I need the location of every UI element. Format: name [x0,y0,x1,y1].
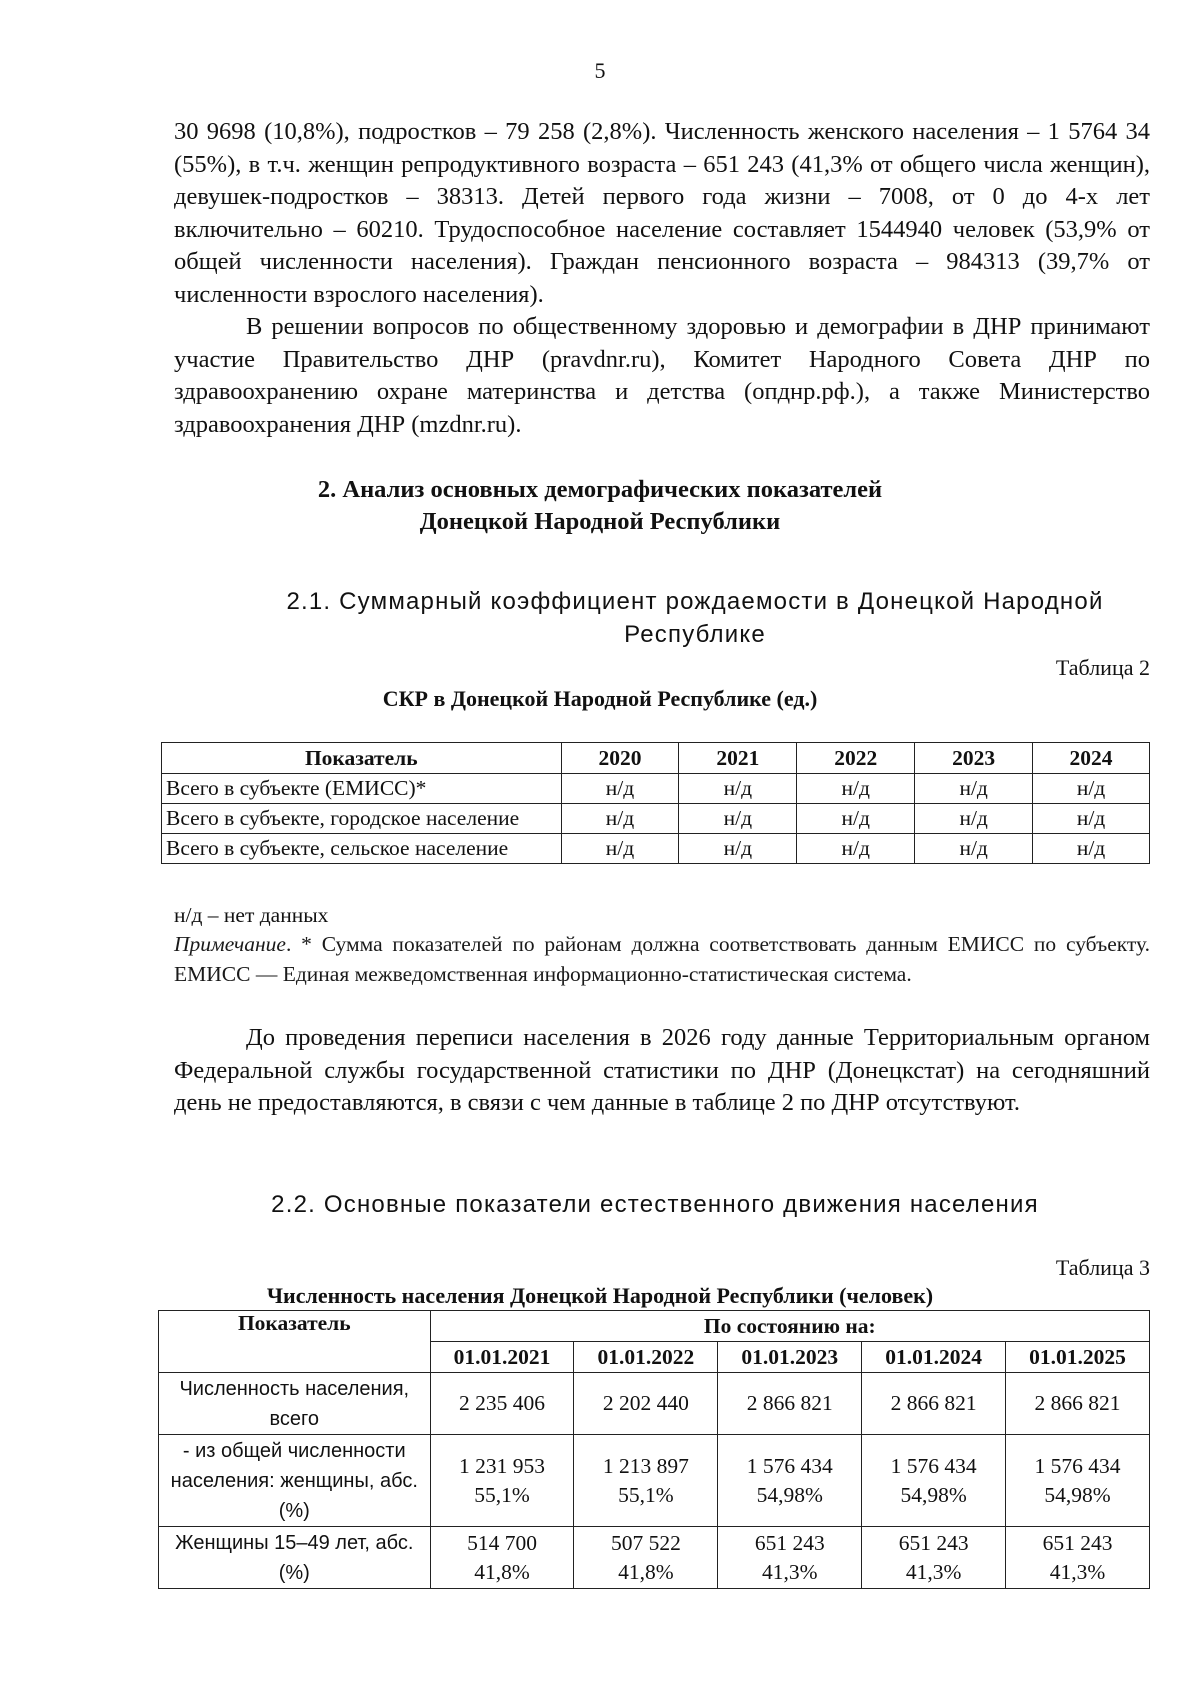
header-cell: 2020 [561,743,679,774]
row-label: Всего в субъекте (ЕМИСС)* [162,774,562,804]
table-cell: н/д [797,804,915,834]
table-header-row [162,743,1150,774]
table-cell: н/д [679,774,797,804]
cell-percent: 55,1% [618,1482,674,1507]
header-cell-date: 01.01.2021 [430,1342,574,1373]
table-row [159,1435,1150,1527]
header-cell: 2022 [797,743,915,774]
cell-value: 1 213 897 [602,1453,689,1478]
cell-value: 651 243 [898,1530,969,1555]
table-3 [158,1310,1150,1589]
header-cell-date: 01.01.2025 [1006,1342,1150,1373]
header-cell: 2023 [915,743,1033,774]
cell-value: 651 243 [754,1530,825,1555]
table-cell: 2 866 821 [718,1373,862,1435]
header-cell-date: 01.01.2022 [574,1342,718,1373]
table-3-caption: Численность населения Донецкой Народной Республики (человек) [266,1283,934,1308]
header-cell-date: 01.01.2023 [718,1342,862,1373]
cell-value: 1 576 434 [1034,1453,1121,1478]
cell-value: 1 576 434 [890,1453,977,1478]
table-cell: н/д [797,774,915,804]
table-2-legend: н/д – нет данных [174,903,329,927]
table-cell [574,1527,718,1589]
table-cell: 2 866 821 [1006,1373,1150,1435]
table-cell: н/д [915,834,1033,864]
cell-percent: 54,98% [1044,1482,1111,1507]
table-2-caption: СКР в Донецкой Народной Республике (ед.) [382,686,818,711]
section-2-title [0,474,1200,538]
section-2-1-title-line2: Республике [624,621,766,648]
cell-percent: 41,3% [905,1559,962,1584]
cell-percent: 41,8% [474,1559,530,1584]
cell-value: 651 243 [1042,1530,1113,1555]
cell-percent: 41,8% [618,1559,674,1584]
paragraph-census: До проведения переписи населения в 2026 году данные Территориальным органом Федеральной службы государственной статистики по ДНР (Донецкстат) на сегодняшний день не предоставляются, в связи с чем данные в таблице 2 по ДНР отсутствуют. [174,1024,1150,1116]
table-cell [430,1435,574,1527]
table-cell: н/д [915,804,1033,834]
header-cell-date: 01.01.2024 [862,1342,1006,1373]
section-2-title-line2: Донецкой Народной Республики [419,508,781,535]
header-cell-group: По состоянию на: [430,1311,1149,1342]
table-row [162,774,1150,804]
cell-percent: 55,1% [474,1482,530,1507]
row-label: Численность населения, всего [159,1373,431,1435]
table-cell: 2 866 821 [862,1373,1006,1435]
table-cell [1006,1527,1150,1589]
header-cell: Показатель [162,743,562,774]
table-cell [718,1435,862,1527]
row-label: - из общей численности населения: женщины, абс. (%) [159,1435,431,1527]
cell-percent: 41,3% [1049,1559,1106,1584]
table-cell: 2 235 406 [430,1373,574,1435]
table-cell [862,1527,1006,1589]
table-cell: 2 202 440 [574,1373,718,1435]
table-cell [574,1435,718,1527]
paragraph-participants: В решении вопросов по общественному здоровью и демографии в ДНР принимают участие Правительство ДНР (pravdnr.ru), Комитет Народного Совета ДНР по здравоохранению охране материнства и детства (опднр.рф.), а также Министерство здравоохранения ДНР (mzdnr.ru). [174,313,1150,438]
table-2 [161,742,1150,864]
table-cell: н/д [1033,774,1150,804]
section-2-2-title: 2.2. Основные показатели естественного движения населения [271,1191,1039,1218]
table-cell: н/д [561,834,679,864]
table-row [162,804,1150,834]
row-label: Всего в субъекте, сельское население [162,834,562,864]
table-cell: н/д [1033,804,1150,834]
section-2-title-line1: 2. Анализ основных демографических показателей [317,476,883,503]
table-cell [862,1435,1006,1527]
table-header-row [159,1311,1150,1342]
note-text: . * Сумма показателей по районам должна соответствовать данным ЕМИСС по субъекту. ЕМИСС — Единая межведомственная информационно-статистическая система. [174,932,1150,986]
cell-value: 1 576 434 [746,1453,833,1478]
header-cell-indicator: Показатель [159,1311,431,1373]
table-cell [430,1527,574,1589]
cell-percent: 41,3% [761,1559,818,1584]
paragraph-population-stats: 30 9698 (10,8%), подростков – 79 258 (2,8%). Численность женского населения – 1 5764 34 (55%), в т.ч. женщин репродуктивного возраста – 651 243 (41,3% от общего числа женщин), девушек-подростков – 38313. Детей первого года жизни – 7008, от 0 до 4-х лет включительно – 60210. Трудоспособное население составляет 1544940 человек (53,9% от общей численности населения). Граждан пенсионного возраста – 984313 (39,7% от численности взрослого населения). [174,118,1150,308]
section-2-1-title [255,585,1135,651]
header-cell: 2021 [679,743,797,774]
cell-percent: 54,98% [900,1482,967,1507]
table-row [159,1527,1150,1589]
cell-value: 514 700 [467,1530,537,1555]
header-cell: 2024 [1033,743,1150,774]
row-label: Женщины 15–49 лет, абс. (%) [159,1527,431,1589]
cell-value: 1 231 953 [459,1453,545,1478]
table-cell: н/д [679,804,797,834]
table-cell: н/д [1033,834,1150,864]
table-cell [718,1527,862,1589]
row-label: Всего в субъекте, городское население [162,804,562,834]
table-row [159,1373,1150,1435]
table-2-label: Таблица 2 [1055,655,1150,680]
table-cell [1006,1435,1150,1527]
cell-value: 507 522 [610,1530,681,1555]
note-label: Примечание [174,932,286,956]
table-3-label: Таблица 3 [1055,1255,1150,1280]
section-2-1-title-line1: 2.1. Суммарный коэффициент рождаемости в Донецкой Народной [286,588,1104,615]
table-cell: н/д [679,834,797,864]
table-cell: н/д [561,774,679,804]
cell-percent: 54,98% [756,1482,823,1507]
table-row [162,834,1150,864]
table-cell: н/д [797,834,915,864]
table-cell: н/д [561,804,679,834]
page-number: 5 [594,58,606,83]
table-cell: н/д [915,774,1033,804]
table-2-note [174,929,1150,989]
